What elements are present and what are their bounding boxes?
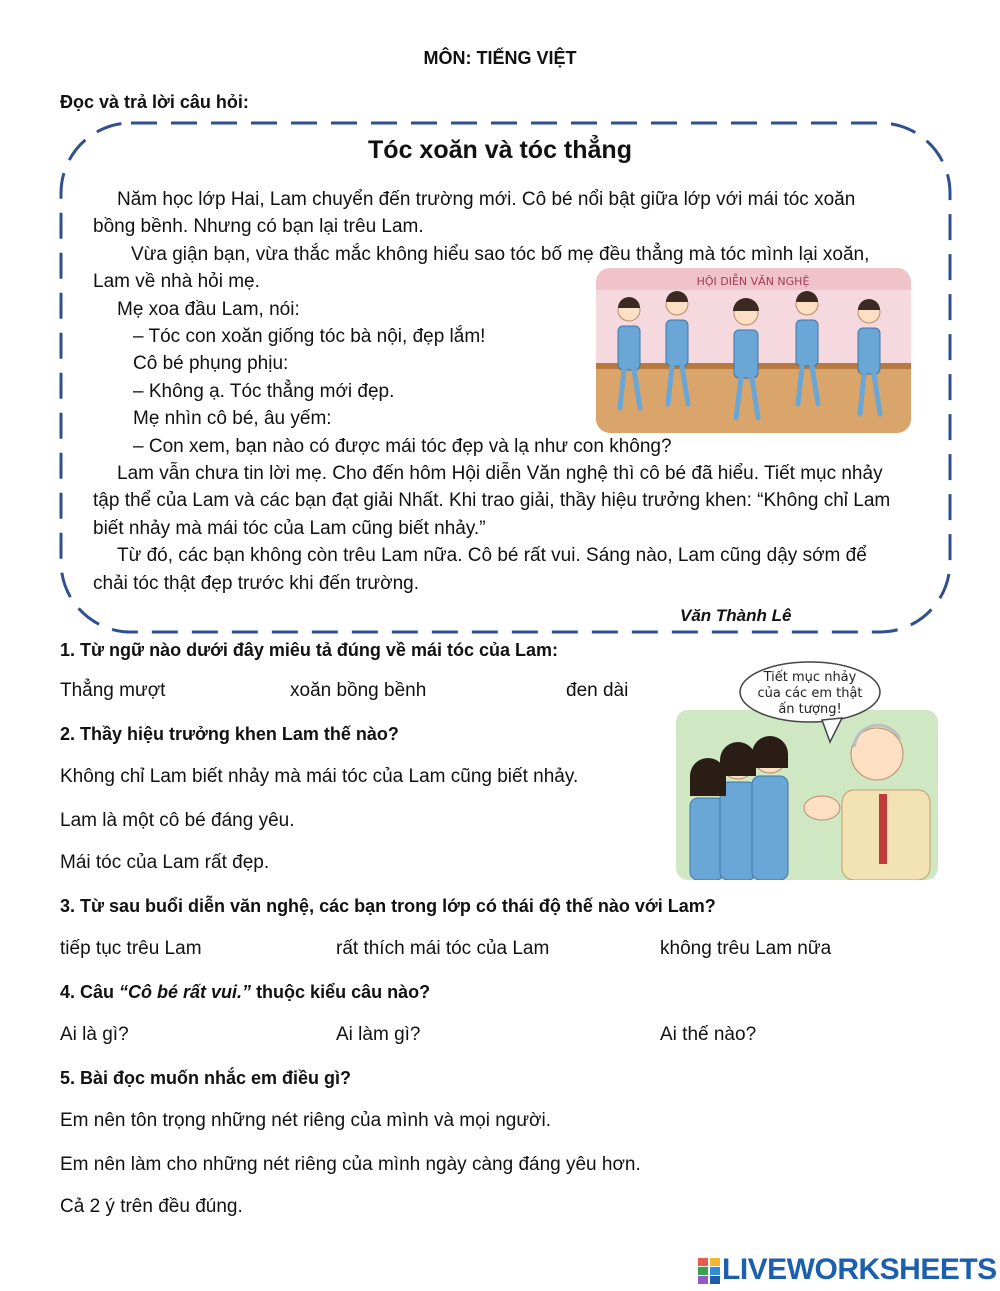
story-dialogue: Mẹ nhìn cô bé, âu yếm: bbox=[133, 408, 332, 430]
story-dialogue: Cô bé phụng phịu: bbox=[133, 353, 289, 375]
story-paragraph: Từ đó, các bạn không còn trêu Lam nữa. Cô bé rất vui. Sáng nào, Lam cũng dậy sớm để chải tóc thật đẹp trước khi đến trường. bbox=[93, 545, 867, 594]
story-title: Tóc xoăn và tóc thẳng bbox=[368, 136, 632, 164]
bubble-line-1: Tiết mục nhảy bbox=[763, 670, 857, 685]
story-dialogue: – Không ạ. Tóc thẳng mới đẹp. bbox=[133, 380, 395, 402]
bubble-line-2: của các em thật bbox=[757, 686, 863, 701]
q4-suffix: thuộc kiểu câu nào? bbox=[251, 982, 431, 1002]
story-dialogue: – Con xem, bạn nào có được mái tóc đẹp và lạ như con không? bbox=[133, 435, 672, 457]
story-paragraph: Lam vẫn chưa tin lời mẹ. Cho đến hôm Hội diễn Văn nghệ thì cô bé đã hiểu. Tiết mục nhảy tập thể của Lam và các bạn đạt giải Nhất. Khi trao giải, thầy hiệu trưởng khen: “Không chỉ Lam biết nhảy mà mái tóc của Lam cũng biết nhảy.” bbox=[93, 463, 891, 539]
story-paragraph: Mẹ xoa đầu Lam, nói: bbox=[117, 298, 300, 320]
question-5: 5. Bài đọc muốn nhắc em điều gì? bbox=[60, 1068, 352, 1088]
q1-option-a[interactable]: Thẳng mượt bbox=[60, 680, 166, 701]
logo-text: LIVEWORKSHEETS bbox=[722, 1253, 997, 1286]
bubble-line-3: ấn tượng! bbox=[778, 702, 842, 717]
story-paragraph: Năm học lớp Hai, Lam chuyển đến trường mới. Cô bé nổi bật giữa lớp với mái tóc xoăn bồng bềnh. Nhưng có bạn lại trêu Lam. bbox=[93, 189, 856, 238]
q3-option-b[interactable]: rất thích mái tóc của Lam bbox=[336, 938, 550, 959]
q1-option-c[interactable]: đen dài bbox=[566, 680, 629, 701]
q3-option-a[interactable]: tiếp tục trêu Lam bbox=[60, 938, 202, 959]
q5-option-b[interactable]: Em nên làm cho những nét riêng của mình ngày càng đáng yêu hơn. bbox=[60, 1154, 641, 1175]
dance-illustration bbox=[596, 268, 911, 433]
logo-blocks-icon bbox=[698, 1258, 720, 1284]
q2-option-a[interactable]: Không chỉ Lam biết nhảy mà mái tóc của Lam cũng biết nhảy. bbox=[60, 766, 579, 787]
question-2: 2. Thầy hiệu trưởng khen Lam thế nào? bbox=[60, 724, 399, 744]
question-3: 3. Từ sau buổi diễn văn nghệ, các bạn trong lớp có thái độ thế nào với Lam? bbox=[60, 896, 716, 916]
subject-heading: MÔN: TIẾNG VIỆT bbox=[423, 48, 577, 68]
question-1: 1. Từ ngữ nào dưới đây miêu tả đúng về mái tóc của Lam: bbox=[60, 640, 558, 660]
banner-text: HỘI DIỄN VĂN NGHỆ bbox=[696, 275, 810, 288]
q5-option-a[interactable]: Em nên tôn trọng những nét riêng của mình và mọi người. bbox=[60, 1110, 552, 1131]
liveworksheets-logo bbox=[698, 1253, 997, 1287]
q4-quote: “Cô bé rất vui.” bbox=[119, 982, 252, 1002]
q5-option-c[interactable]: Cả 2 ý trên đều đúng. bbox=[60, 1196, 243, 1217]
q1-option-b[interactable]: xoăn bồng bềnh bbox=[290, 680, 427, 701]
q2-option-b[interactable]: Lam là một cô bé đáng yêu. bbox=[60, 810, 295, 831]
q4-prefix: 4. Câu bbox=[60, 982, 120, 1002]
principal-illustration bbox=[672, 658, 940, 880]
q4-option-c[interactable]: Ai thế nào? bbox=[660, 1024, 757, 1045]
story-paragraph: Vừa giận bạn, vừa thắc mắc không hiểu sao tóc bố mẹ đều thẳng mà tóc mình lại xoăn, Lam về nhà hỏi mẹ. bbox=[93, 243, 870, 293]
instruction: Đọc và trả lời câu hỏi: bbox=[60, 92, 249, 112]
story-author: Văn Thành Lê bbox=[680, 606, 792, 625]
q2-option-c[interactable]: Mái tóc của Lam rất đẹp. bbox=[60, 852, 270, 873]
story-dialogue: – Tóc con xoăn giống tóc bà nội, đẹp lắm! bbox=[133, 326, 486, 348]
q3-option-c[interactable]: không trêu Lam nữa bbox=[660, 938, 832, 959]
q4-option-b[interactable]: Ai làm gì? bbox=[336, 1024, 421, 1045]
question-4 bbox=[60, 982, 430, 1003]
q4-option-a[interactable]: Ai là gì? bbox=[60, 1024, 129, 1045]
